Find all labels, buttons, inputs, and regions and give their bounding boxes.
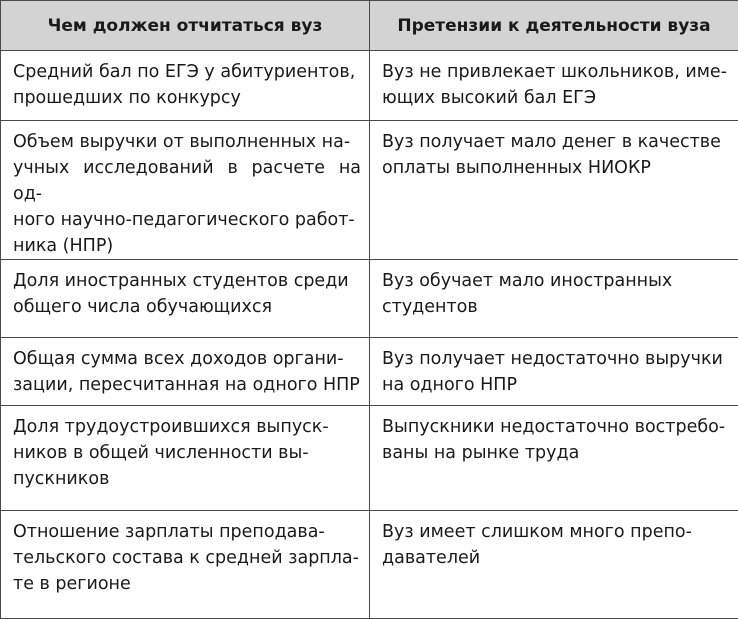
table-header: [1, 1, 738, 51]
table-row: [1, 511, 738, 619]
header-claims-column: Претензии к деятельности вуза: [370, 1, 738, 51]
report-cell: [1, 338, 370, 406]
table-row: [1, 121, 738, 260]
report-text: Доля иностранных студентов среди общего числа обучающихся: [1, 260, 369, 320]
claim-text: Выпускники недостаточно востребо- ваны на рынке труда: [370, 406, 738, 466]
claim-text: Вуз имеет слишком много препо- давателей: [370, 511, 738, 571]
claim-cell: [370, 406, 738, 511]
claim-cell: [370, 511, 738, 619]
report-cell: [1, 260, 370, 338]
claim-cell: [370, 338, 738, 406]
header-row: [1, 1, 738, 51]
claim-text: Вуз не привлекает школьников, име- ющих высокий бал ЕГЭ: [370, 51, 738, 111]
table-body: [1, 51, 738, 619]
table-row: [1, 51, 738, 121]
table-row: [1, 260, 738, 338]
report-text: Доля трудоустроившихся выпуск- ников в общей численности вы- пускников: [1, 406, 369, 492]
report-cell: [1, 51, 370, 121]
report-cell: [1, 406, 370, 511]
claim-cell: [370, 121, 738, 260]
claim-text: Вуз получает недостаточно выручки на одного НПР: [370, 338, 738, 398]
claim-cell: [370, 260, 738, 338]
claim-text: Вуз обучает мало иностранных студентов: [370, 260, 738, 320]
report-cell: [1, 511, 370, 619]
header-report-column: Чем должен отчитаться вуз: [1, 1, 370, 51]
table-row: [1, 338, 738, 406]
claim-text: Вуз получает мало денег в качестве оплаты выполненных НИОКР: [370, 121, 738, 181]
claim-cell: [370, 51, 738, 121]
report-text: Средний бал по ЕГЭ у абитуриентов, прошедших по конкурсу: [1, 51, 369, 111]
report-text: Объем выручки от выполненных на- учных исследований в расчете на од- ного научно-педагогического работ- ника (НПР): [1, 121, 369, 259]
report-text: Общая сумма всех доходов органи- зации, пересчитанная на одного НПР: [1, 338, 369, 398]
table-row: [1, 406, 738, 511]
report-text: Отношение зарплаты преподава- тельского состава к средней зарпла- те в регионе: [1, 511, 369, 597]
report-cell: [1, 121, 370, 260]
